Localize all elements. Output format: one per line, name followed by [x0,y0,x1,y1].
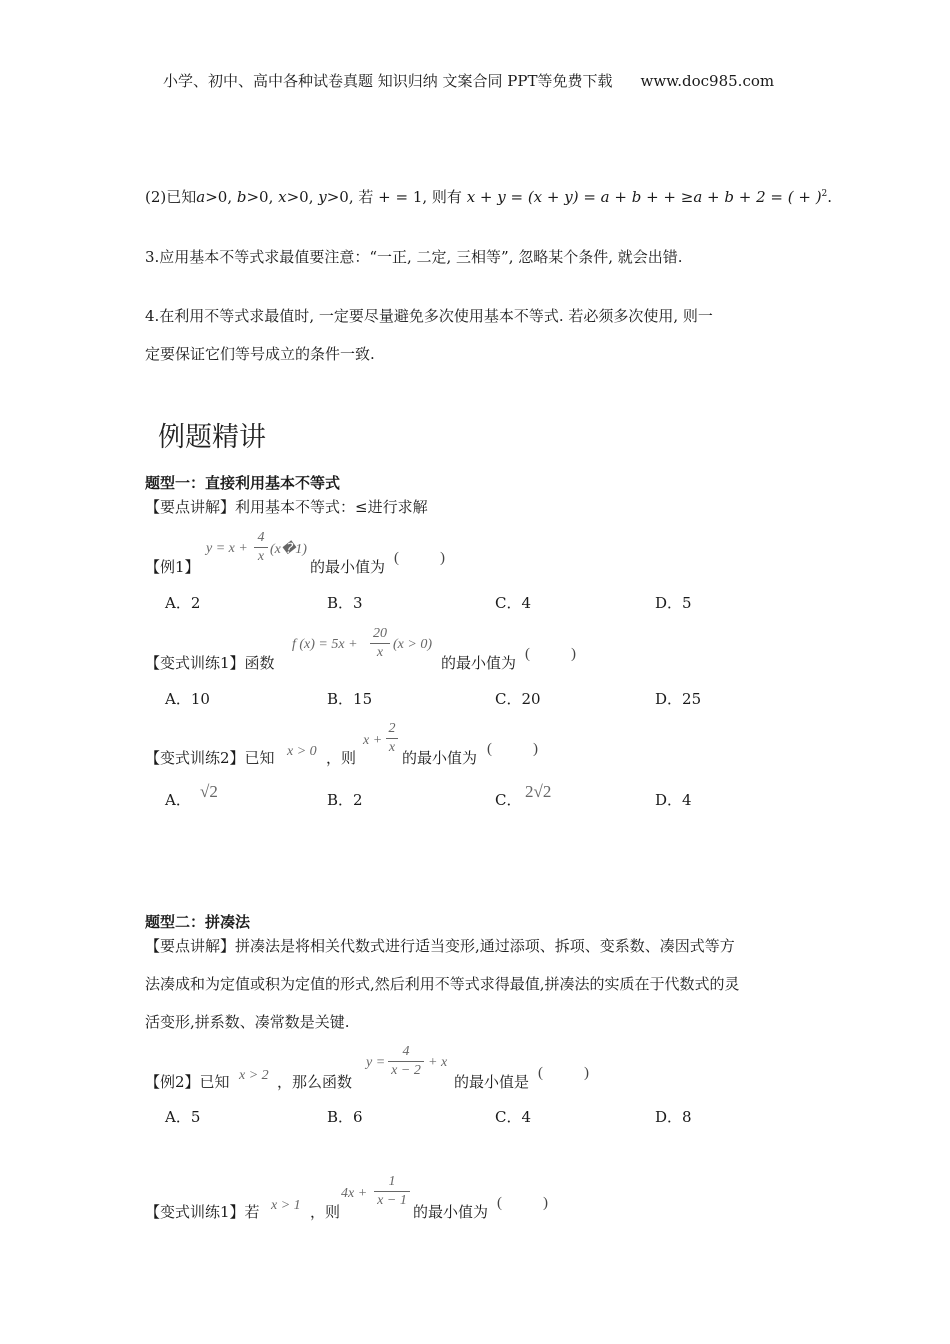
example2-option-d: D．8 [655,1108,692,1126]
note-2: (2)已知a>0, b>0, x>0, y>0, 若 + = 1, 则有 x + y = (x + y) = a + b + + ≥a + b + 2 = ( + )$^2$. [145,188,833,206]
example1-paren-open: ( [394,550,399,566]
example1-option-c: C．4 [495,594,532,612]
example2-option-b: B．6 [327,1108,363,1126]
type2-variant1-condition: x > 1 [271,1198,301,1213]
note-4-line1: 4.在利用不等式求最值时, 一定要尽量避免多次使用基本不等式. 若必须多次使用, 则一 [145,307,713,325]
type2-key-point-line2: 法凑成和为定值或积为定值的形式,然后利用不等式求得最值,拼凑法的实质在于代数式的灵 [145,975,740,993]
type2-variant1-formula-lhs: 4x + [341,1186,368,1201]
type2-key-point-line1: 【要点讲解】拼凑法是将相关代数式进行适当变形,通过添项、拆项、变系数、凑因式等方 [145,937,735,955]
type2-variant1-paren-open: ( [497,1195,502,1211]
example2-condition: x > 2 [239,1068,269,1083]
variant2-formula-lhs: x + [363,733,383,748]
example2-mid: ，那么函数 [277,1073,353,1091]
header-text: 小学、初中、高中各种试卷真题 知识归纳 文案合同 PPT等免费下载 [163,72,613,90]
example1-suffix: 的最小值为 [310,558,386,576]
example1-option-d: D．5 [655,594,692,612]
variant2-option-a: A． [165,791,191,809]
header-url: www.doc985.com [640,72,775,90]
type1-key-point: 【要点讲解】利用基本不等式：≤进行求解 [145,498,428,516]
variant2-option-c: C． [495,791,522,809]
page-header [163,70,774,91]
variant1-fraction: 20 x [370,626,390,661]
example2-paren-open: ( [538,1065,543,1081]
variant1-option-d: D．25 [655,690,702,708]
example2-fraction: 4 x − 2 [388,1044,424,1079]
example1-paren-close: ) [440,550,445,566]
variant2-option-a-math: √2 [200,782,218,801]
example1-fraction: 4 x [254,530,268,565]
example2-option-a: A．5 [165,1108,201,1126]
variant2-fraction: 2 x [386,721,398,756]
type2-variant1-suffix: 的最小值为 [413,1203,489,1221]
variant1-option-c: C．20 [495,690,541,708]
variant1-condition: (x > 0) [393,637,432,652]
note-3: 3.应用基本不等式求最值要注意：“一正, 二定, 三相等”, 忽略某个条件, 就会出错. [145,248,683,266]
variant2-paren-open: ( [487,741,492,757]
example1-formula-lhs: y = x + [206,541,248,556]
example2-option-c: C．4 [495,1108,532,1126]
type2-key-point-line3: 活变形,拼系数、凑常数是关键. [145,1013,350,1031]
example1-label: 【例1】 [145,558,200,576]
section-title: 例题精讲 [158,422,266,453]
variant2-label: 【变式训练2】已知 [145,749,275,767]
type2-variant1-label: 【变式训练1】若 [145,1203,260,1221]
example1-option-b: B．3 [327,594,363,612]
example2-paren-close: ) [584,1065,589,1081]
type2-variant1-paren-close: ) [543,1195,548,1211]
variant1-formula-lhs: f (x) = 5x + [292,637,358,652]
example2-suffix: 的最小值是 [454,1073,530,1091]
example2-formula-rhs: + x [428,1055,448,1070]
variant2-option-b: B．2 [327,791,363,809]
variant2-suffix: 的最小值为 [402,749,478,767]
type1-heading: 题型一：直接利用基本不等式 [145,474,341,492]
example1-condition: (x�1) [270,542,307,557]
type2-variant1-fraction: 1 x − 1 [374,1174,410,1209]
variant1-option-b: B．15 [327,690,373,708]
variant1-label: 【变式训练1】函数 [145,654,275,672]
variant2-mid: ，则 [326,749,357,767]
variant2-condition: x > 0 [287,744,317,759]
example2-label: 【例2】已知 [145,1073,230,1091]
type2-variant1-mid: ，则 [310,1203,341,1221]
type2-heading: 题型二：拼凑法 [145,913,251,931]
variant1-suffix: 的最小值为 [441,654,517,672]
variant2-option-c-math: 2√2 [525,782,552,801]
example2-formula-lhs: y = [366,1055,386,1070]
variant1-option-a: A．10 [165,690,210,708]
note-4-line2: 定要保证它们等号成立的条件一致. [145,345,375,363]
variant1-paren-close: ) [571,646,576,662]
variant2-option-d: D．4 [655,791,692,809]
example1-option-a: A．2 [165,594,201,612]
variant2-paren-close: ) [533,741,538,757]
variant1-paren-open: ( [525,646,530,662]
